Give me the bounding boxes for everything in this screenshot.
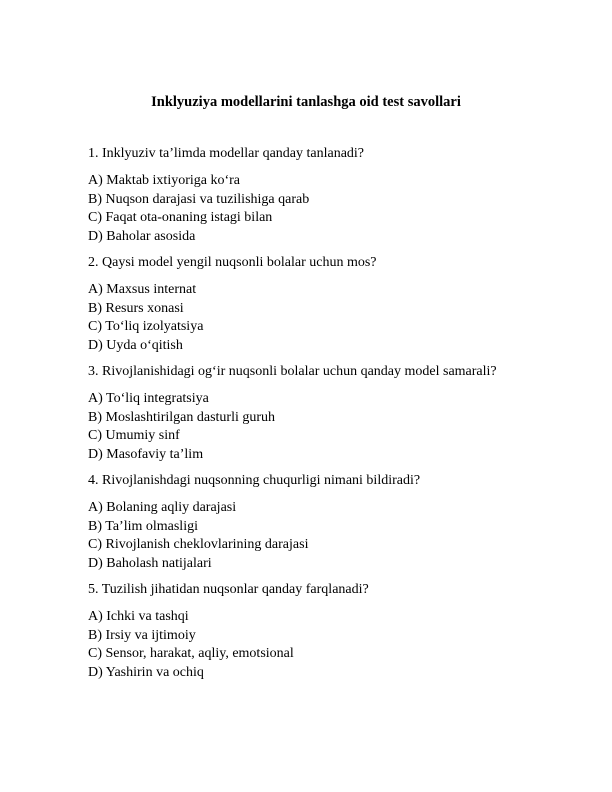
option-list bbox=[88, 608, 588, 682]
question-text: 4. Rivojlanishdagi nuqsonning chuqurligi nimani bildiradi? bbox=[88, 473, 421, 488]
question-3 bbox=[88, 363, 588, 464]
option-b: B) Irsiy va ijtimoiy bbox=[88, 627, 196, 643]
option-a: A) To‘liq integratsiya bbox=[88, 391, 209, 406]
option-c: C) Umumiy sinf bbox=[88, 428, 180, 443]
question-2 bbox=[88, 254, 588, 355]
option-c: C) Faqat ota-onaning istagi bilan bbox=[88, 210, 273, 225]
option-b: B) Moslashtirilgan dasturli guruh bbox=[88, 409, 276, 425]
document-title: Inklyuziya modellarini tanlashga oid test savollari bbox=[151, 94, 461, 110]
option-b: B) Resurs xonasi bbox=[88, 300, 184, 316]
option-list bbox=[88, 172, 588, 246]
option-d: D) Baholar asosida bbox=[88, 228, 196, 244]
option-a: A) Bolaning aqliy darajasi bbox=[88, 500, 237, 515]
question-4 bbox=[88, 472, 588, 573]
question-1 bbox=[88, 145, 588, 246]
option-c: C) To‘liq izolyatsiya bbox=[88, 319, 204, 334]
option-d: D) Masofaviy ta’lim bbox=[88, 446, 204, 462]
question-5 bbox=[88, 581, 588, 682]
question-text: 2. Qaysi model yengil nuqsonli bolalar uchun mos? bbox=[88, 255, 377, 270]
option-d: D) Baholash natijalari bbox=[88, 555, 212, 571]
question-text: 1. Inklyuziv ta’limda modellar qanday tanlanadi? bbox=[88, 146, 365, 161]
option-b: B) Ta’lim olmasligi bbox=[88, 518, 198, 534]
question-list bbox=[88, 145, 588, 690]
option-c: C) Rivojlanish cheklovlarining darajasi bbox=[88, 537, 309, 552]
option-list bbox=[88, 499, 588, 573]
option-list bbox=[88, 390, 588, 464]
option-a: A) Maktab ixtiyoriga ko‘ra bbox=[88, 173, 241, 188]
option-b: B) Nuqson darajasi va tuzilishiga qarab bbox=[88, 191, 310, 207]
option-c: C) Sensor, harakat, aqliy, emotsional bbox=[88, 646, 294, 661]
option-a: A) Maxsus internat bbox=[88, 282, 197, 297]
option-list bbox=[88, 281, 588, 355]
option-d: D) Yashirin va ochiq bbox=[88, 664, 204, 680]
option-d: D) Uyda o‘qitish bbox=[88, 337, 183, 353]
option-a: A) Ichki va tashqi bbox=[88, 609, 189, 624]
question-text: 3. Rivojlanishidagi og‘ir nuqsonli bolalar uchun qanday model samarali? bbox=[88, 364, 497, 379]
question-text: 5. Tuzilish jihatidan nuqsonlar qanday farqlanadi? bbox=[88, 582, 369, 597]
